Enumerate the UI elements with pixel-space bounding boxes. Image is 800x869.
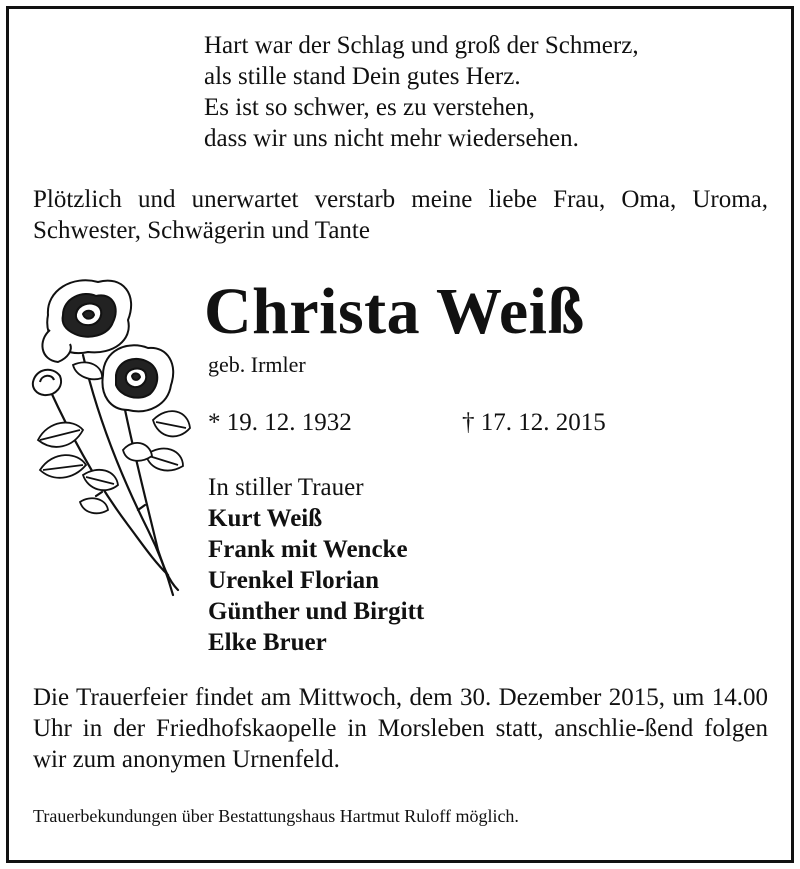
death-date: † 17. 12. 2015 — [462, 409, 606, 436]
mourner-name: Frank mit Wencke — [208, 536, 408, 563]
deceased-name: Christa Weiß — [204, 275, 585, 348]
intro-text: Plötzlich und unerwartet verstarb meine liebe Frau, Oma, Uroma, Schwester, Schwägerin und Tante — [33, 186, 768, 244]
mourner-name: Elke Bruer — [208, 629, 327, 656]
maiden-name: geb. Irmler — [208, 352, 306, 377]
mourner-name: Günther und Birgitt — [208, 598, 425, 625]
poem — [204, 30, 639, 154]
poem-line: als stille stand Dein gutes Herz. — [204, 63, 521, 90]
birth-date: * 19. 12. 1932 — [208, 409, 352, 436]
poem-line: Hart war der Schlag und groß der Schmerz, — [204, 32, 639, 59]
mourner-name: Kurt Weiß — [208, 505, 323, 532]
mourner-name: Urenkel Florian — [208, 567, 380, 594]
service-info: Die Trauerfeier findet am Mittwoch, dem 30. Dezember 2015, um 14.00 Uhr in der Friedhofskaopelle in Morsleben statt, anschlie-ßend folgen wir zum anonymen Urnenfeld. — [33, 684, 768, 773]
mourners-heading: In stiller Trauer — [208, 474, 364, 501]
roses-illustration-icon — [28, 270, 198, 610]
poem-line: dass wir uns nicht mehr wiedersehen. — [204, 125, 579, 152]
footer-note: Trauerbekundungen über Bestattungshaus Hartmut Ruloff möglich. — [33, 806, 519, 826]
mourners-list — [208, 472, 424, 658]
poem-line: Es ist so schwer, es zu verstehen, — [204, 94, 535, 121]
